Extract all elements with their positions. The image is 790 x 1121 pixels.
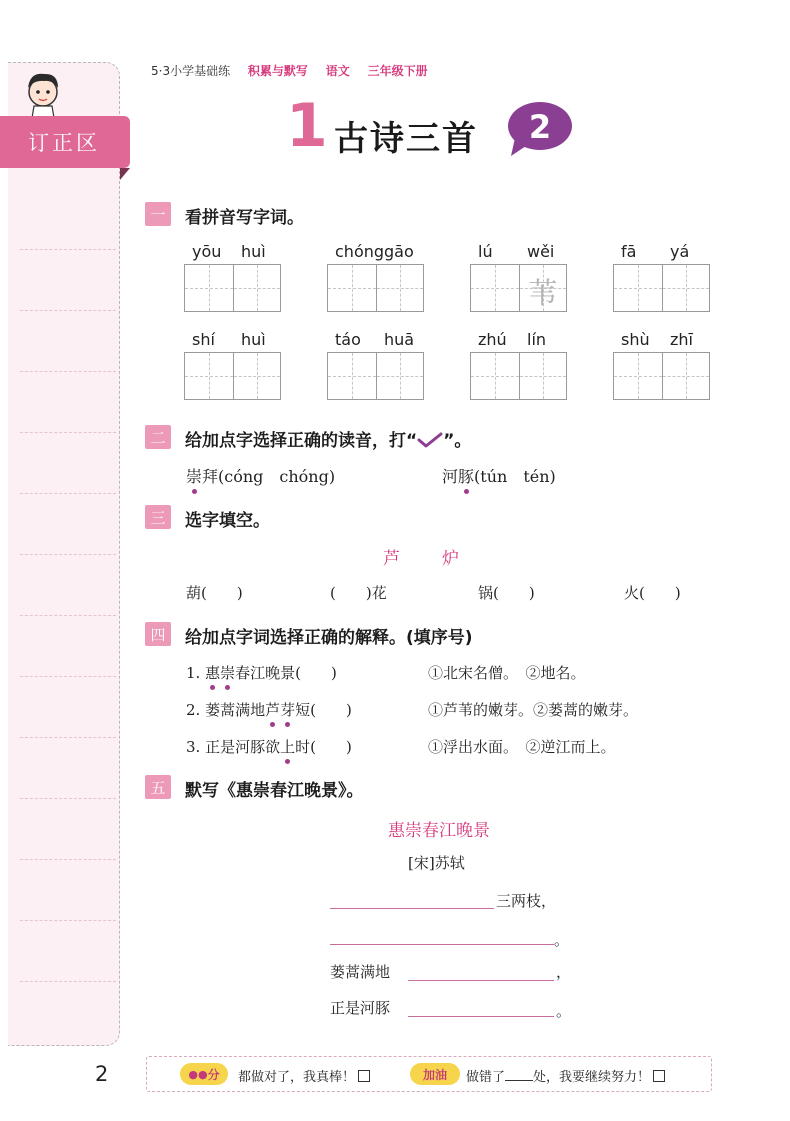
section-2-title-after: ”。 <box>443 431 472 451</box>
sidebar-rule <box>20 554 116 555</box>
dotted-char: 豚 <box>458 464 474 487</box>
pinyin-syllable-2: wěi <box>527 242 555 261</box>
cell-guide-v <box>638 265 639 311</box>
section-3-badge: 三 <box>145 505 171 529</box>
s3-question-3: 锅( ) <box>478 584 535 602</box>
writing-grid[interactable] <box>613 352 710 400</box>
poem-blank-4[interactable] <box>408 1016 554 1017</box>
s4-q2-rest: 短( ) <box>295 701 352 719</box>
writing-cell[interactable] <box>471 265 519 311</box>
s2-q1-rest: 拜(cóng chóng) <box>202 467 336 486</box>
cell-guide-v <box>686 353 687 399</box>
poem-blank-1[interactable] <box>330 908 494 909</box>
writing-cell[interactable] <box>185 265 233 311</box>
writing-grid[interactable] <box>470 264 567 312</box>
sidebar-rule <box>20 249 116 250</box>
cheer-badge-label: 加油 <box>422 1067 447 1082</box>
sidebar-rule <box>20 371 116 372</box>
section-4-title: 给加点字词选择正确的解释。(填序号) <box>185 628 473 648</box>
cell-guide-v <box>209 265 210 311</box>
cell-guide-v <box>257 353 258 399</box>
pinyin-syllable-1: shí <box>192 330 215 349</box>
sidebar-rule <box>20 615 116 616</box>
writing-cell[interactable] <box>662 353 710 399</box>
poem-line-4-end: 。 <box>556 1002 572 1020</box>
cell-guide-v <box>352 353 353 399</box>
section-1-title: 看拼音写字词。 <box>185 208 304 228</box>
writing-grid[interactable] <box>327 264 424 312</box>
dotted-char: 上 <box>280 738 296 756</box>
pinyin-syllable-2: huā <box>384 330 415 349</box>
grade-name: 三年级下册 <box>367 64 428 78</box>
writing-cell[interactable] <box>233 265 281 311</box>
section-2-badge: 二 <box>145 425 171 449</box>
sidebar-rule <box>20 981 116 982</box>
cell-guide-v <box>352 265 353 311</box>
sidebar-rule <box>20 432 116 433</box>
writing-cell[interactable] <box>614 265 662 311</box>
sidebar-rule <box>20 310 116 311</box>
self-check-mistakes <box>466 1066 665 1085</box>
checkbox-correct[interactable] <box>358 1070 370 1082</box>
sidebar-rule <box>20 676 116 677</box>
self-check-correct-text: 都做对了，我真棒！ <box>238 1070 356 1085</box>
pinyin-syllable-1: fā <box>621 242 637 261</box>
pinyin-syllable-1: lú <box>478 242 493 261</box>
lesson-title: 古诗三首 <box>334 119 478 159</box>
poem-blank-2[interactable] <box>330 944 554 945</box>
pinyin-syllable-1: chóng <box>335 242 385 261</box>
pinyin-syllable-2: zhī <box>670 330 693 349</box>
section-5-title: 默写《惠崇春江晚景》。 <box>185 781 364 801</box>
smile-icon: ●● <box>188 1067 208 1081</box>
dotted-char: 崇 <box>220 664 236 682</box>
poem-author: [宋]苏轼 <box>408 854 465 872</box>
subject-name: 语文 <box>325 64 350 78</box>
sidebar-rule <box>20 737 116 738</box>
pinyin-syllable-2: huì <box>241 242 266 261</box>
writing-cell[interactable] <box>328 353 376 399</box>
dotted-char: 芦 <box>265 701 281 719</box>
s4-q3-number: 3. <box>186 738 201 756</box>
section-5-badge: 五 <box>145 775 171 799</box>
s4-q1-options: ①北宋名僧。 ②地名。 <box>428 664 586 682</box>
s4-q3-prefix: 正是河豚欲 <box>205 738 281 756</box>
section-3-title: 选字填空。 <box>185 511 270 531</box>
writing-cell[interactable] <box>185 353 233 399</box>
sidebar-rule <box>20 798 116 799</box>
correction-sidebar <box>8 62 120 1046</box>
self-check-mistakes-b: 处，我要继续努力！ <box>533 1070 651 1085</box>
writing-grid[interactable] <box>184 352 281 400</box>
lesson-number: 1 <box>286 91 328 161</box>
s2-question-1 <box>186 464 335 487</box>
cell-guide-v <box>495 353 496 399</box>
s4-q3-options: ①浮出水面。 ②逆江而上。 <box>428 738 616 756</box>
cell-guide-v <box>543 353 544 399</box>
s2-q2-rest: (tún tén) <box>474 467 556 486</box>
s2-q2-prefix: 河 <box>442 467 459 486</box>
section-4-badge: 四 <box>145 622 171 646</box>
section-2-title <box>185 426 471 451</box>
poem-line-3-end: ， <box>556 963 572 981</box>
writing-cell[interactable] <box>376 265 424 311</box>
s3-question-2: ( )花 <box>330 584 387 602</box>
checkmark-icon <box>417 432 443 448</box>
s4-q2-number: 2. <box>186 701 201 719</box>
sidebar-rule <box>20 493 116 494</box>
book-name: 积累与默写 <box>247 64 308 78</box>
mistake-count-blank[interactable] <box>505 1080 533 1081</box>
correction-tab-label: 订正区 <box>28 131 100 155</box>
cell-guide-v <box>400 265 401 311</box>
pinyin-syllable-2: huì <box>241 330 266 349</box>
book-header <box>151 62 442 79</box>
cell-guide-v <box>638 353 639 399</box>
pinyin-syllable-1: shù <box>621 330 650 349</box>
section-1-badge: 一 <box>145 202 171 226</box>
writing-cell[interactable] <box>233 353 281 399</box>
choice-char-1: 芦 <box>383 549 400 569</box>
s4-question-2 <box>186 699 352 720</box>
score-badge <box>180 1063 228 1085</box>
hint-char: 苇 <box>528 276 558 310</box>
s3-question-4: 火( ) <box>624 584 681 602</box>
cell-guide-v <box>400 353 401 399</box>
s4-q1-rest: 春江晚景( ) <box>235 664 337 682</box>
s4-q2-options: ①芦苇的嫩芽。②蒌蒿的嫩芽。 <box>428 701 639 719</box>
sidebar-rule <box>20 920 116 921</box>
checkbox-mistakes[interactable] <box>653 1070 665 1082</box>
writing-cell[interactable] <box>376 353 424 399</box>
dotted-char: 崇 <box>186 464 202 487</box>
dotted-char: 芽 <box>280 701 296 719</box>
writing-cell[interactable] <box>471 353 519 399</box>
pinyin-syllable-1: yōu <box>192 242 222 261</box>
pinyin-syllable-2: lín <box>527 330 547 349</box>
s4-question-3 <box>186 736 352 757</box>
s4-q2-prefix: 蒌蒿满地 <box>205 701 266 719</box>
writing-grid[interactable] <box>613 264 710 312</box>
self-check-mistakes-a: 做错了 <box>466 1070 506 1085</box>
writing-cell[interactable] <box>614 353 662 399</box>
pinyin-syllable-2: gāo <box>384 242 414 261</box>
score-badge-label: 分 <box>207 1067 220 1082</box>
s3-question-1: 葫( ) <box>186 584 243 602</box>
s4-question-1 <box>186 662 337 683</box>
dotted-char: 惠 <box>205 664 221 682</box>
cell-guide-v <box>209 353 210 399</box>
writing-cell[interactable] <box>519 265 567 311</box>
s4-q3-rest: 时( ) <box>295 738 352 756</box>
poem-title: 惠崇春江晚景 <box>388 821 490 841</box>
writing-grid[interactable] <box>327 352 424 400</box>
series-name: 5·3小学基础练 <box>151 64 231 78</box>
poem-line-1-end: 三两枝， <box>496 892 557 910</box>
part-number: 2 <box>528 108 552 146</box>
tab-fold <box>120 168 130 180</box>
section-2-title-before: 给加点字选择正确的读音，打“ <box>185 431 418 451</box>
cell-guide-v <box>495 265 496 311</box>
poem-blank-3[interactable] <box>408 980 554 981</box>
s4-q1-number: 1. <box>186 664 201 682</box>
writing-grid[interactable] <box>470 352 567 400</box>
poem-line-4-start: 正是河豚 <box>330 999 391 1017</box>
pinyin-syllable-1: zhú <box>478 330 507 349</box>
pinyin-syllable-2: yá <box>670 242 690 261</box>
correction-tab <box>0 116 130 168</box>
poem-line-3-start: 蒌蒿满地 <box>330 963 391 981</box>
cell-guide-v <box>686 265 687 311</box>
writing-cell[interactable] <box>328 265 376 311</box>
part-number-bubble <box>505 100 575 160</box>
choice-char-2: 炉 <box>442 549 459 569</box>
boy-avatar-icon <box>20 70 66 120</box>
poem-line-2-end: 。 <box>554 931 570 949</box>
page-number: 2 <box>95 1062 109 1086</box>
pinyin-syllable-1: táo <box>335 330 361 349</box>
writing-cell[interactable] <box>519 353 567 399</box>
cell-guide-v <box>257 265 258 311</box>
sidebar-rule <box>20 859 116 860</box>
writing-cell[interactable] <box>662 265 710 311</box>
writing-grid[interactable] <box>184 264 281 312</box>
s2-question-2 <box>442 464 556 487</box>
cheer-badge <box>410 1063 460 1085</box>
self-check-correct <box>238 1066 370 1085</box>
